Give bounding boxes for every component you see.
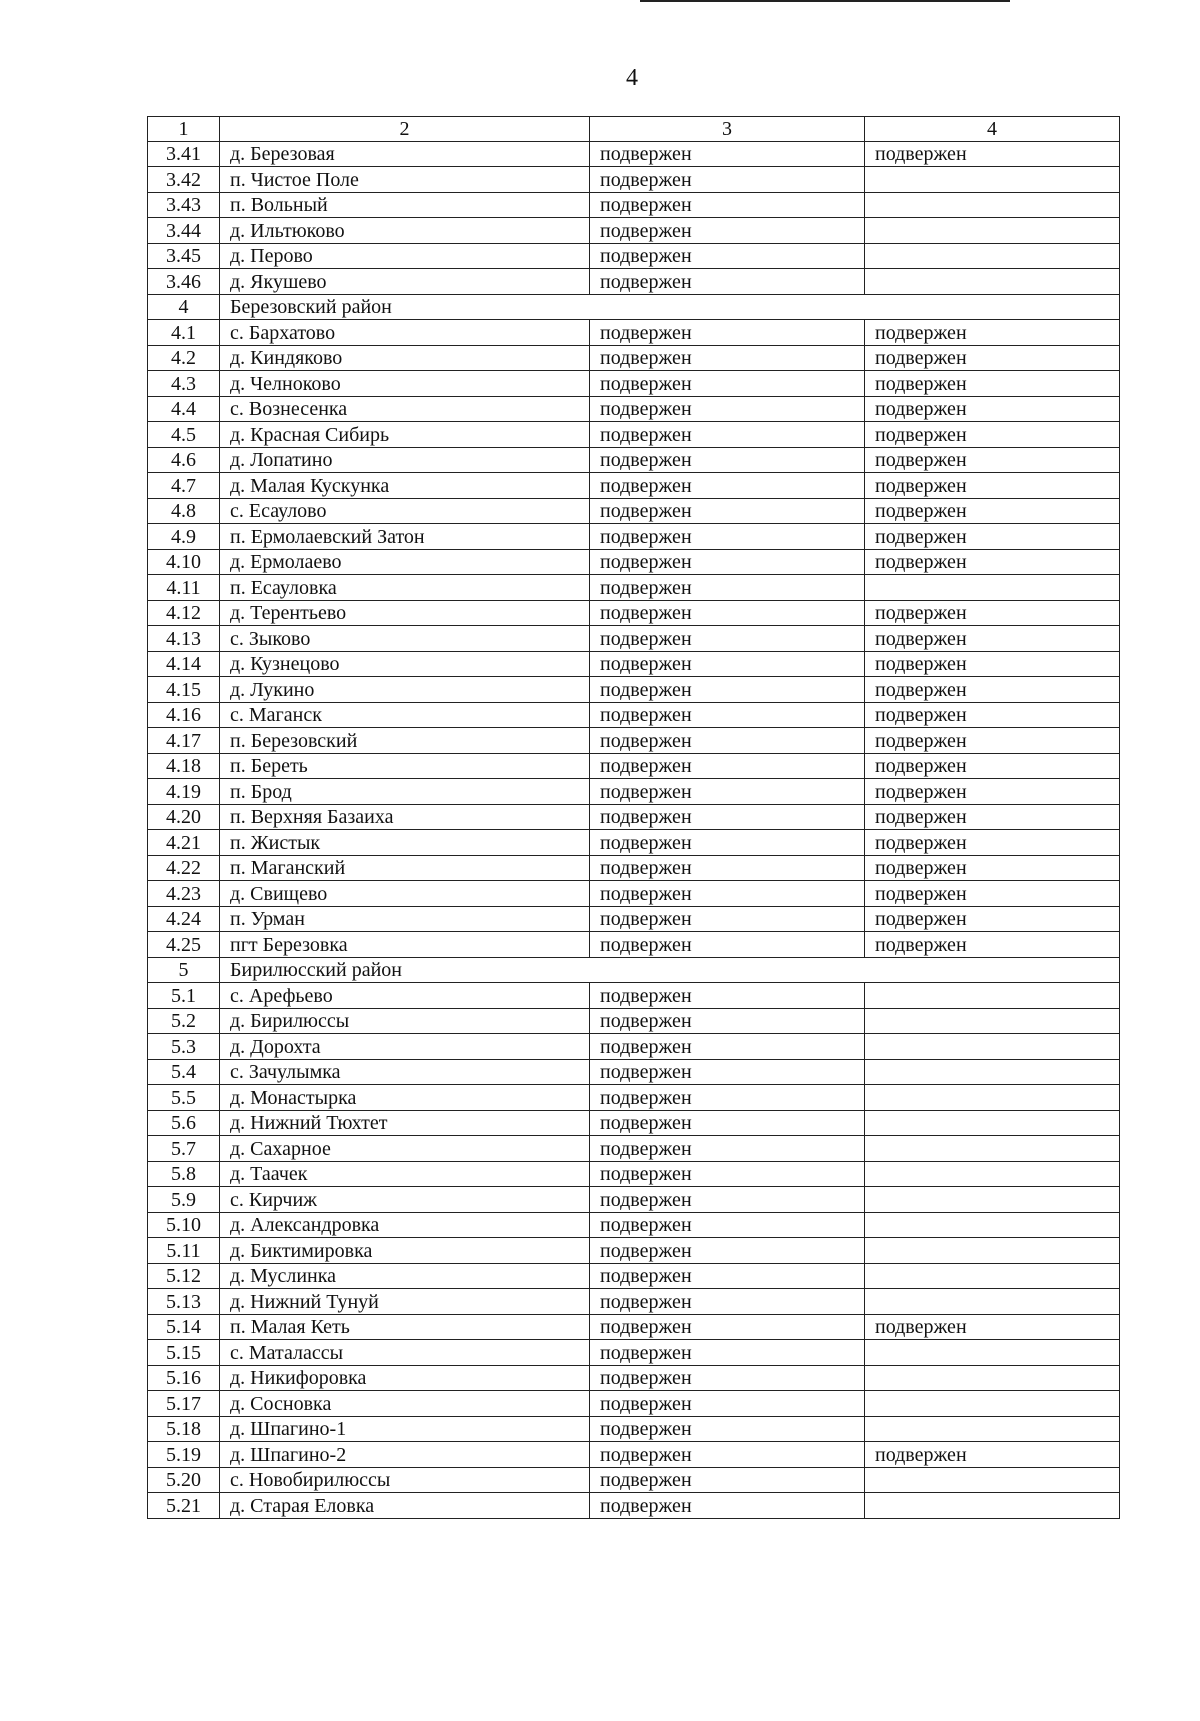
- column-4-value: [865, 1213, 1120, 1238]
- table-row: [148, 473, 1120, 499]
- settlement-name: с. Новобирилюссы: [220, 1468, 590, 1493]
- row-number: 4.15: [148, 677, 220, 703]
- table-row: [148, 805, 1120, 830]
- column-3-value: подвержен: [590, 1493, 865, 1519]
- column-3-value: подвержен: [590, 779, 865, 805]
- settlement-name: д. Нижний Тунуй: [220, 1289, 590, 1315]
- column-3-value: подвержен: [590, 473, 865, 499]
- table-row: [148, 1340, 1120, 1366]
- settlement-name: д. Сосновка: [220, 1391, 590, 1417]
- column-3-value: подвержен: [590, 1289, 865, 1315]
- column-3-value: подвержен: [590, 1238, 865, 1264]
- table-row: [148, 244, 1120, 269]
- row-number: 5.13: [148, 1289, 220, 1315]
- column-3-value: подвержен: [590, 805, 865, 830]
- settlement-name: п. Верхняя Базаиха: [220, 805, 590, 830]
- table-row: [148, 856, 1120, 881]
- column-3-value: подвержен: [590, 142, 865, 167]
- row-number: 4.3: [148, 371, 220, 397]
- top-rule: [640, 0, 1010, 2]
- column-3-value: подвержен: [590, 499, 865, 524]
- row-number: 5.19: [148, 1442, 220, 1468]
- table-row: [148, 550, 1120, 575]
- column-3-value: подвержен: [590, 448, 865, 473]
- row-number: 4.7: [148, 473, 220, 499]
- column-3-value: подвержен: [590, 422, 865, 448]
- column-3-value: подвержен: [590, 932, 865, 958]
- table-row: [148, 167, 1120, 193]
- settlement-name: с. Бархатово: [220, 320, 590, 346]
- settlements-table: [147, 116, 1120, 1519]
- row-number: 5.2: [148, 1009, 220, 1034]
- settlement-name: п. Жистык: [220, 830, 590, 856]
- column-3-value: подвержен: [590, 397, 865, 422]
- column-3-value: подвержен: [590, 983, 865, 1009]
- row-number: 5.14: [148, 1315, 220, 1340]
- row-number: 4.20: [148, 805, 220, 830]
- table-row: [148, 677, 1120, 703]
- row-number: 4.4: [148, 397, 220, 422]
- section-row: [148, 958, 1120, 983]
- column-4-value: [865, 269, 1120, 295]
- settlement-name: д. Бирилюссы: [220, 1009, 590, 1034]
- column-4-value: подвержен: [865, 856, 1120, 881]
- column-4-value: [865, 1060, 1120, 1085]
- settlement-name: д. Ермолаево: [220, 550, 590, 575]
- table-row: [148, 601, 1120, 626]
- settlement-name: д. Нижний Тюхтет: [220, 1111, 590, 1136]
- column-3-value: подвержен: [590, 167, 865, 193]
- column-4-value: подвержен: [865, 499, 1120, 524]
- row-number: 4.16: [148, 703, 220, 728]
- column-4-value: [865, 1034, 1120, 1060]
- settlement-name: д. Лукино: [220, 677, 590, 703]
- settlement-name: д. Ильтюково: [220, 218, 590, 244]
- column-4-value: подвержен: [865, 626, 1120, 652]
- row-number: 5.5: [148, 1085, 220, 1111]
- table-row: [148, 1085, 1120, 1111]
- column-4-value: подвержен: [865, 601, 1120, 626]
- column-4-value: подвержен: [865, 371, 1120, 397]
- table-row: [148, 907, 1120, 932]
- column-4-value: подвержен: [865, 422, 1120, 448]
- settlement-name: д. Свищево: [220, 881, 590, 907]
- settlement-name: с. Маганск: [220, 703, 590, 728]
- row-number: 4.1: [148, 320, 220, 346]
- column-4-value: подвержен: [865, 524, 1120, 550]
- settlement-name: д. Терентьево: [220, 601, 590, 626]
- column-4-value: [865, 218, 1120, 244]
- column-3-value: подвержен: [590, 269, 865, 295]
- table-row: [148, 422, 1120, 448]
- column-3-value: подвержен: [590, 601, 865, 626]
- column-4-value: подвержен: [865, 550, 1120, 575]
- row-number: 4.23: [148, 881, 220, 907]
- table-row: [148, 1289, 1120, 1315]
- row-number: 4: [148, 295, 220, 320]
- column-3-value: подвержен: [590, 1136, 865, 1162]
- row-number: 4.19: [148, 779, 220, 805]
- row-number: 5.15: [148, 1340, 220, 1366]
- row-number: 5.8: [148, 1162, 220, 1187]
- settlement-name: п. Вольный: [220, 193, 590, 218]
- table-row: [148, 320, 1120, 346]
- settlement-name: с. Кирчиж: [220, 1187, 590, 1213]
- table-row: [148, 779, 1120, 805]
- row-number: 5.4: [148, 1060, 220, 1085]
- column-3-value: подвержен: [590, 1213, 865, 1238]
- column-4-value: подвержен: [865, 677, 1120, 703]
- table-row: [148, 269, 1120, 295]
- table-row: [148, 1009, 1120, 1034]
- column-3-value: подвержен: [590, 550, 865, 575]
- table-row: [148, 983, 1120, 1009]
- column-3-value: подвержен: [590, 1162, 865, 1187]
- column-3-value: подвержен: [590, 677, 865, 703]
- column-4-value: [865, 1085, 1120, 1111]
- table-row: [148, 830, 1120, 856]
- column-3-value: подвержен: [590, 371, 865, 397]
- table-row: [148, 1162, 1120, 1187]
- settlement-name: д. Никифоровка: [220, 1366, 590, 1391]
- column-4-value: [865, 1136, 1120, 1162]
- column-3-value: подвержен: [590, 1340, 865, 1366]
- table-row: [148, 881, 1120, 907]
- column-3-value: подвержен: [590, 1366, 865, 1391]
- settlement-name: п. Береть: [220, 754, 590, 779]
- settlement-name: д. Сахарное: [220, 1136, 590, 1162]
- settlement-name: д. Якушево: [220, 269, 590, 295]
- column-3-value: подвержен: [590, 1034, 865, 1060]
- table-row: [148, 1136, 1120, 1162]
- row-number: 5.11: [148, 1238, 220, 1264]
- settlement-name: с. Зыково: [220, 626, 590, 652]
- table-row: [148, 499, 1120, 524]
- district-name: Березовский район: [220, 295, 1120, 320]
- column-4-value: подвержен: [865, 703, 1120, 728]
- row-number: 4.17: [148, 728, 220, 754]
- row-number: 5.6: [148, 1111, 220, 1136]
- settlement-name: с. Есаулово: [220, 499, 590, 524]
- column-4-value: [865, 1009, 1120, 1034]
- column-4-value: подвержен: [865, 346, 1120, 371]
- table-row: [148, 448, 1120, 473]
- table-row: [148, 1034, 1120, 1060]
- settlement-name: с. Маталассы: [220, 1340, 590, 1366]
- table-row: [148, 652, 1120, 677]
- column-3-value: подвержен: [590, 1468, 865, 1493]
- table-row: [148, 1468, 1120, 1493]
- column-3-value: подвержен: [590, 754, 865, 779]
- table-row: [148, 754, 1120, 779]
- column-4-value: [865, 1162, 1120, 1187]
- row-number: 5.12: [148, 1264, 220, 1289]
- table-row: [148, 1060, 1120, 1085]
- row-number: 4.11: [148, 575, 220, 601]
- column-3-value: подвержен: [590, 830, 865, 856]
- settlement-name: д. Муслинка: [220, 1264, 590, 1289]
- table-row: [148, 1391, 1120, 1417]
- settlement-name: д. Красная Сибирь: [220, 422, 590, 448]
- row-number: 4.13: [148, 626, 220, 652]
- settlement-name: п. Маганский: [220, 856, 590, 881]
- row-number: 5.21: [148, 1493, 220, 1519]
- row-number: 5: [148, 958, 220, 983]
- column-4-value: подвержен: [865, 907, 1120, 932]
- settlement-name: п. Березовский: [220, 728, 590, 754]
- table-row: [148, 626, 1120, 652]
- row-number: 3.45: [148, 244, 220, 269]
- column-4-value: подвержен: [865, 754, 1120, 779]
- settlement-name: д. Александровка: [220, 1213, 590, 1238]
- row-number: 4.12: [148, 601, 220, 626]
- column-3-value: подвержен: [590, 1315, 865, 1340]
- column-4-value: подвержен: [865, 779, 1120, 805]
- row-number: 3.42: [148, 167, 220, 193]
- table-row: [148, 1315, 1120, 1340]
- settlement-name: д. Березовая: [220, 142, 590, 167]
- row-number: 4.5: [148, 422, 220, 448]
- section-row: [148, 295, 1120, 320]
- row-number: 3.41: [148, 142, 220, 167]
- column-3-value: подвержен: [590, 881, 865, 907]
- row-number: 4.9: [148, 524, 220, 550]
- row-number: 5.9: [148, 1187, 220, 1213]
- column-4-value: подвержен: [865, 397, 1120, 422]
- table-row: [148, 728, 1120, 754]
- column-4-value: подвержен: [865, 728, 1120, 754]
- column-4-value: подвержен: [865, 805, 1120, 830]
- column-3-value: подвержен: [590, 346, 865, 371]
- row-number: 5.7: [148, 1136, 220, 1162]
- column-3-value: подвержен: [590, 703, 865, 728]
- row-number: 5.20: [148, 1468, 220, 1493]
- column-4-value: [865, 1340, 1120, 1366]
- table-row: [148, 1366, 1120, 1391]
- table-row: [148, 1238, 1120, 1264]
- table-row: [148, 703, 1120, 728]
- column-3-value: подвержен: [590, 1442, 865, 1468]
- table-row: [148, 142, 1120, 167]
- settlement-name: п. Ермолаевский Затон: [220, 524, 590, 550]
- row-number: 5.3: [148, 1034, 220, 1060]
- table-row: [148, 1442, 1120, 1468]
- column-3-value: подвержен: [590, 728, 865, 754]
- column-4-value: подвержен: [865, 473, 1120, 499]
- column-4-value: [865, 1289, 1120, 1315]
- table-row: [148, 1187, 1120, 1213]
- settlement-name: д. Лопатино: [220, 448, 590, 473]
- column-4-value: подвержен: [865, 320, 1120, 346]
- column-3-value: подвержен: [590, 1009, 865, 1034]
- column-3-value: подвержен: [590, 856, 865, 881]
- row-number: 5.1: [148, 983, 220, 1009]
- settlement-name: д. Таачек: [220, 1162, 590, 1187]
- settlement-name: с. Вознесенка: [220, 397, 590, 422]
- column-4-value: подвержен: [865, 448, 1120, 473]
- table-row: [148, 193, 1120, 218]
- column-3-value: подвержен: [590, 218, 865, 244]
- column-4-value: [865, 1468, 1120, 1493]
- column-4-value: [865, 1264, 1120, 1289]
- row-number: 4.18: [148, 754, 220, 779]
- settlement-name: д. Биктимировка: [220, 1238, 590, 1264]
- table-row: [148, 371, 1120, 397]
- column-4-value: подвержен: [865, 652, 1120, 677]
- column-4-value: [865, 1366, 1120, 1391]
- table-row: [148, 346, 1120, 371]
- settlement-name: д. Челноково: [220, 371, 590, 397]
- column-4-value: подвержен: [865, 142, 1120, 167]
- row-number: 4.25: [148, 932, 220, 958]
- row-number: 5.18: [148, 1417, 220, 1442]
- table-row: [148, 218, 1120, 244]
- column-4-value: [865, 983, 1120, 1009]
- settlement-name: д. Кузнецово: [220, 652, 590, 677]
- column-3-value: подвержен: [590, 907, 865, 932]
- column-4-value: подвержен: [865, 830, 1120, 856]
- column-4-value: [865, 167, 1120, 193]
- settlement-name: п. Есауловка: [220, 575, 590, 601]
- column-4-value: подвержен: [865, 1442, 1120, 1468]
- table-row: [148, 575, 1120, 601]
- table-row: [148, 1493, 1120, 1519]
- column-header: 4: [865, 117, 1120, 142]
- column-4-value: [865, 193, 1120, 218]
- column-3-value: подвержен: [590, 1060, 865, 1085]
- column-3-value: подвержен: [590, 652, 865, 677]
- row-number: 5.16: [148, 1366, 220, 1391]
- settlement-name: с. Зачулымка: [220, 1060, 590, 1085]
- row-number: 5.17: [148, 1391, 220, 1417]
- column-3-value: подвержен: [590, 1187, 865, 1213]
- row-number: 4.21: [148, 830, 220, 856]
- row-number: 3.44: [148, 218, 220, 244]
- row-number: 3.46: [148, 269, 220, 295]
- settlement-name: пгт Березовка: [220, 932, 590, 958]
- row-number: 4.6: [148, 448, 220, 473]
- settlement-name: д. Дорохта: [220, 1034, 590, 1060]
- settlement-name: с. Арефьево: [220, 983, 590, 1009]
- settlement-name: д. Перово: [220, 244, 590, 269]
- settlement-name: п. Малая Кеть: [220, 1315, 590, 1340]
- column-4-value: подвержен: [865, 1315, 1120, 1340]
- page-number: 4: [626, 65, 638, 91]
- column-3-value: подвержен: [590, 524, 865, 550]
- column-4-value: [865, 575, 1120, 601]
- row-number: 4.22: [148, 856, 220, 881]
- row-number: 4.24: [148, 907, 220, 932]
- column-3-value: подвержен: [590, 1111, 865, 1136]
- table-row: [148, 1111, 1120, 1136]
- settlement-name: д. Шпагино-2: [220, 1442, 590, 1468]
- row-number: 4.2: [148, 346, 220, 371]
- table-header-row: [148, 117, 1120, 142]
- table-row: [148, 524, 1120, 550]
- table-row: [148, 1417, 1120, 1442]
- row-number: 4.10: [148, 550, 220, 575]
- settlement-name: д. Шпагино-1: [220, 1417, 590, 1442]
- column-4-value: [865, 1187, 1120, 1213]
- table-row: [148, 1213, 1120, 1238]
- table-row: [148, 932, 1120, 958]
- column-4-value: [865, 1111, 1120, 1136]
- column-3-value: подвержен: [590, 575, 865, 601]
- column-header: 2: [220, 117, 590, 142]
- settlement-name: п. Урман: [220, 907, 590, 932]
- row-number: 5.10: [148, 1213, 220, 1238]
- column-3-value: подвержен: [590, 193, 865, 218]
- column-4-value: [865, 1391, 1120, 1417]
- column-header: 3: [590, 117, 865, 142]
- column-3-value: подвержен: [590, 1417, 865, 1442]
- table-row: [148, 1264, 1120, 1289]
- settlement-name: п. Брод: [220, 779, 590, 805]
- column-3-value: подвержен: [590, 244, 865, 269]
- district-name: Бирилюсский район: [220, 958, 1120, 983]
- table-row: [148, 397, 1120, 422]
- column-4-value: [865, 1417, 1120, 1442]
- settlement-name: д. Киндяково: [220, 346, 590, 371]
- settlement-name: д. Малая Кускунка: [220, 473, 590, 499]
- column-4-value: [865, 1493, 1120, 1519]
- column-4-value: подвержен: [865, 881, 1120, 907]
- row-number: 4.14: [148, 652, 220, 677]
- column-header: 1: [148, 117, 220, 142]
- settlement-name: п. Чистое Поле: [220, 167, 590, 193]
- settlement-name: д. Старая Еловка: [220, 1493, 590, 1519]
- column-4-value: [865, 244, 1120, 269]
- column-4-value: [865, 1238, 1120, 1264]
- row-number: 4.8: [148, 499, 220, 524]
- column-3-value: подвержен: [590, 626, 865, 652]
- column-4-value: подвержен: [865, 932, 1120, 958]
- column-3-value: подвержен: [590, 1085, 865, 1111]
- column-3-value: подвержен: [590, 1264, 865, 1289]
- row-number: 3.43: [148, 193, 220, 218]
- column-3-value: подвержен: [590, 320, 865, 346]
- column-3-value: подвержен: [590, 1391, 865, 1417]
- settlement-name: д. Монастырка: [220, 1085, 590, 1111]
